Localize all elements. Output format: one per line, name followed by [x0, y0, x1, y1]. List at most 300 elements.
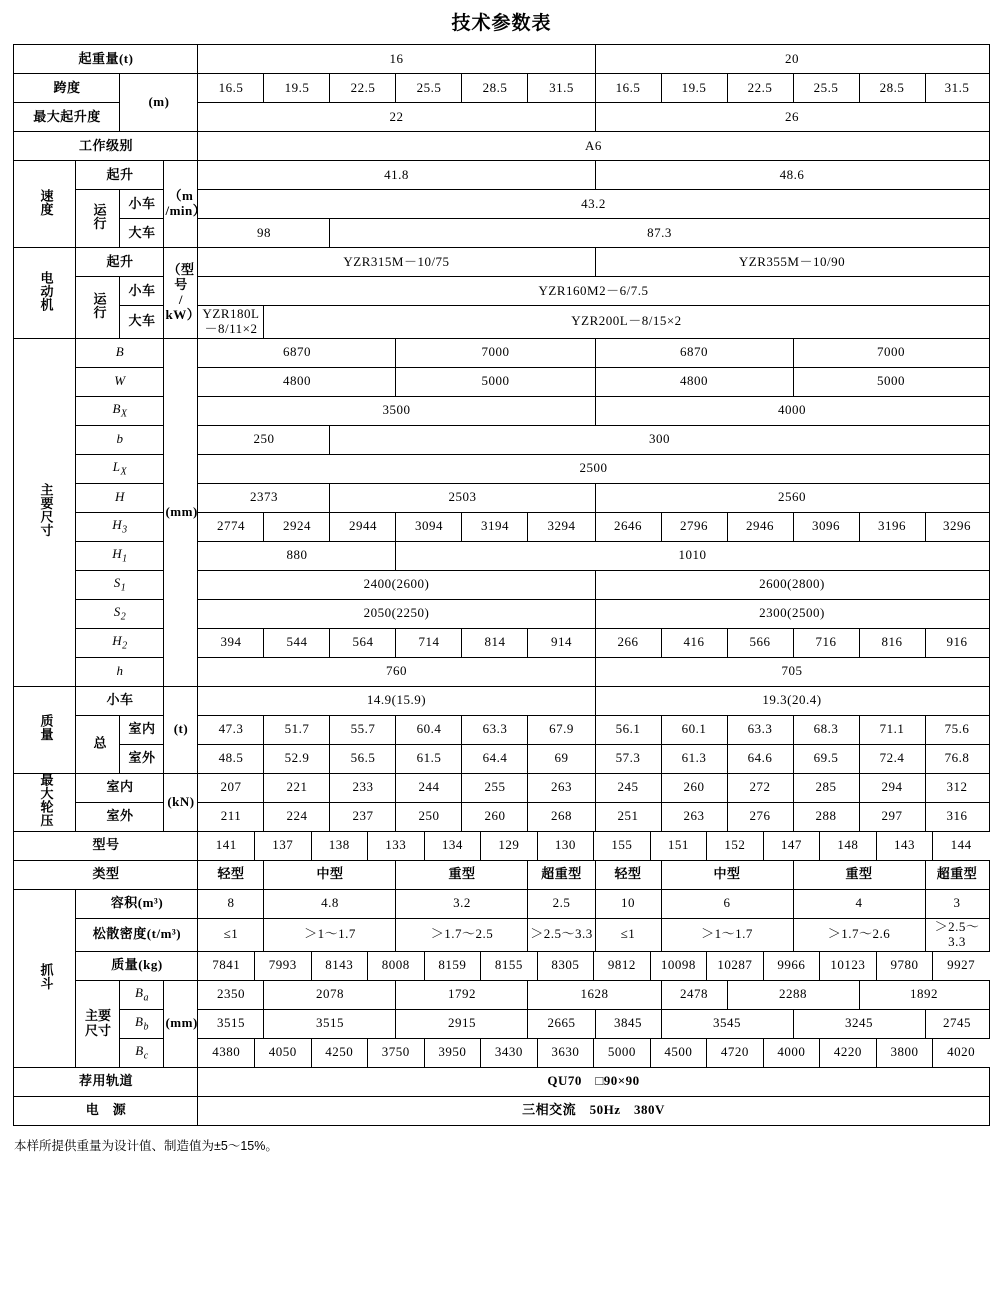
- cell-wheel-indoor-2: 233: [330, 773, 396, 802]
- cell-grab-model-13: 144: [950, 837, 972, 853]
- cell-grab-model-5: 129: [481, 832, 538, 860]
- cell-wheel-indoor-5: 263: [528, 773, 595, 802]
- unit-model-kw: （型号 / kW）: [164, 248, 198, 339]
- label-motor-bridge: 大车: [120, 306, 164, 339]
- cell-grab-volume-1: 4.8: [264, 889, 396, 918]
- cell-grab-type-2: 重型: [396, 860, 528, 889]
- cell-Ba-2: 1792: [396, 980, 528, 1009]
- cell-work-class: A6: [198, 132, 989, 161]
- label-motor-travel: [76, 277, 120, 339]
- cell-Bc-13: 4020: [947, 1044, 976, 1060]
- cell-grab-density-4: ≤1: [595, 918, 661, 951]
- cell-Bb-5: 3545: [661, 1009, 793, 1038]
- unit-m: (m): [120, 74, 198, 132]
- cell-grab-volume-4: 10: [595, 889, 661, 918]
- cell-grab-density-7: ＞2.5～3.3: [925, 918, 989, 951]
- label-grab-dims: 主要 尺寸: [76, 980, 120, 1067]
- cell-mass-indoor-0: 47.3: [198, 715, 264, 744]
- cell-Bb-2: 2915: [396, 1009, 528, 1038]
- table-row-dim-H2: [14, 628, 989, 657]
- cell-mass-trolley-0: 14.9(15.9): [198, 686, 595, 715]
- cell-mass-outdoor-3: 61.5: [396, 744, 462, 773]
- symbol-Bx: $B_X$: [76, 396, 164, 425]
- label-speed-text: 速度: [38, 188, 54, 216]
- cell-Bc-3: 3750: [368, 1039, 425, 1067]
- cell-mass-indoor-2: 55.7: [330, 715, 396, 744]
- cell-H3-2: 2944: [330, 512, 396, 541]
- label-max-wheel: [14, 773, 76, 831]
- label-speed-bridge: 大车: [120, 219, 164, 248]
- cell-H3-7: 2796: [661, 512, 727, 541]
- cell-wheel-indoor-0: 207: [198, 773, 264, 802]
- cell-span-9: 25.5: [793, 74, 859, 103]
- cell-wheel-outdoor-1: 224: [264, 802, 330, 831]
- cell-mass-outdoor-1: 52.9: [264, 744, 330, 773]
- cell-H2-6: 266: [595, 628, 661, 657]
- label-main-dims: [14, 338, 76, 686]
- symbol-H3: $H_3$: [76, 512, 164, 541]
- cell-h-0: 760: [198, 657, 595, 686]
- cell-grab-mass-9: 10287: [707, 952, 764, 980]
- label-grab: [14, 889, 76, 1067]
- footnote: 本样所提供重量为设计值、制造值为±5～15%。: [14, 1138, 278, 1153]
- cell-grab-volume-7: 3: [925, 889, 989, 918]
- cell-H3-8: 2946: [727, 512, 793, 541]
- label-speed-trolley: 小车: [120, 190, 164, 219]
- cell-grab-type-6: 重型: [793, 860, 925, 889]
- grab-mass-container: [198, 951, 989, 980]
- table-row-dim-H3: [14, 512, 989, 541]
- cell-mass-indoor-7: 60.1: [661, 715, 727, 744]
- cell-grab-volume-0: 8: [198, 889, 264, 918]
- unit-kn: (kN): [164, 773, 198, 831]
- cell-speed-lift-1: 48.6: [595, 161, 989, 190]
- cell-wheel-outdoor-0: 211: [198, 802, 264, 831]
- symbol-b: b: [76, 425, 164, 454]
- cell-wheel-outdoor-7: 263: [661, 802, 727, 831]
- cell-H3-1: 2924: [264, 512, 330, 541]
- cell-grab-density-6: ＞1.7～2.6: [793, 918, 925, 951]
- cell-mass-outdoor-6: 57.3: [595, 744, 661, 773]
- cell-Bb-3: 2665: [528, 1009, 595, 1038]
- unit-mm-grab: (mm): [164, 980, 198, 1067]
- cell-H3-9: 3096: [793, 512, 859, 541]
- cell-span-11: 31.5: [925, 74, 989, 103]
- table-row-grab-mass: [14, 951, 989, 980]
- table-row-grab-Bb: [14, 1009, 989, 1038]
- cell-wheel-outdoor-11: 316: [925, 802, 989, 831]
- cell-H2-10: 816: [859, 628, 925, 657]
- label-work-class: 工作级别: [14, 132, 198, 161]
- unit-m-min: （m /min）: [164, 161, 198, 248]
- label-capacity: 起重量(t): [14, 45, 198, 74]
- cell-H2-11: 916: [925, 628, 989, 657]
- cell-wheel-indoor-10: 294: [859, 773, 925, 802]
- table-row-rail: [14, 1067, 989, 1096]
- cell-speed-lift-0: 41.8: [198, 161, 595, 190]
- symbol-S1: $S_1$: [76, 570, 164, 599]
- symbol-B: B: [76, 338, 164, 367]
- cell-H2-9: 716: [793, 628, 859, 657]
- cell-Lx: 2500: [198, 454, 989, 483]
- cell-grab-density-1: ＞1～1.7: [264, 918, 396, 951]
- cell-grab-model-12: 143: [876, 832, 933, 860]
- cell-mass-indoor-5: 67.9: [528, 715, 595, 744]
- cell-mass-indoor-1: 51.7: [264, 715, 330, 744]
- symbol-Lx: $L_X$: [76, 454, 164, 483]
- cell-Bc-12: 3800: [876, 1039, 933, 1067]
- cell-Bb-1: 3515: [264, 1009, 396, 1038]
- label-main-dims-text: 主要尺寸: [38, 483, 54, 538]
- cell-mass-outdoor-0: 48.5: [198, 744, 264, 773]
- label-speed-travel-text: 运行: [91, 203, 107, 231]
- label-grab-density: 松散密度(t/m³): [76, 918, 198, 951]
- cell-span-6: 16.5: [595, 74, 661, 103]
- cell-Bc-4: 3950: [424, 1039, 481, 1067]
- cell-grab-density-2: ＞1.7～2.5: [396, 918, 528, 951]
- cell-Ba-0: 2350: [198, 980, 264, 1009]
- cell-span-2: 22.5: [330, 74, 396, 103]
- cell-speed-bridge-0: 98: [198, 219, 330, 248]
- cell-span-1: 19.5: [264, 74, 330, 103]
- cell-grab-mass-5: 8155: [481, 952, 538, 980]
- cell-Ba-3: 1628: [528, 980, 661, 1009]
- cell-B-3: 7000: [793, 338, 989, 367]
- symbol-H: H: [76, 483, 164, 512]
- label-max-lift: 最大起升度: [14, 103, 120, 132]
- label-mass-trolley: 小车: [76, 686, 164, 715]
- cell-H2-0: 394: [198, 628, 264, 657]
- cell-grab-model-4: 134: [424, 832, 481, 860]
- label-wheel-indoor: 室内: [76, 773, 164, 802]
- cell-wheel-outdoor-2: 237: [330, 802, 396, 831]
- symbol-h: h: [76, 657, 164, 686]
- cell-grab-density-0: ≤1: [198, 918, 264, 951]
- cell-S2-0: 2050(2250): [198, 599, 595, 628]
- label-grab-mass: 质量(kg): [76, 951, 198, 980]
- cell-mass-indoor-10: 71.1: [859, 715, 925, 744]
- label-power: 电 源: [14, 1096, 198, 1125]
- label-speed-lift: 起升: [76, 161, 164, 190]
- cell-mass-outdoor-2: 56.5: [330, 744, 396, 773]
- table-row-grab-volume: [14, 889, 989, 918]
- cell-b-1: 300: [330, 425, 989, 454]
- cell-grab-mass-6: 8305: [537, 952, 594, 980]
- cell-grab-volume-6: 4: [793, 889, 925, 918]
- cell-grab-model-0: 141: [198, 832, 254, 860]
- cell-mass-outdoor-4: 64.4: [462, 744, 528, 773]
- cell-H3-4: 3194: [462, 512, 528, 541]
- label-wheel-outdoor: 室外: [76, 802, 164, 831]
- symbol-Bb: $B_b$: [120, 1009, 164, 1038]
- cell-capacity-20: 20: [595, 45, 989, 74]
- cell-motor-lift-0: YZR315M－10/75: [198, 248, 595, 277]
- cell-grab-type-4: 轻型: [595, 860, 661, 889]
- table-row-mass-outdoor: [14, 744, 989, 773]
- cell-grab-mass-4: 8159: [424, 952, 481, 980]
- symbol-H2: $H_2$: [76, 628, 164, 657]
- cell-Bb-4: 3845: [595, 1009, 661, 1038]
- cell-grab-volume-2: 3.2: [396, 889, 528, 918]
- cell-wheel-indoor-1: 221: [264, 773, 330, 802]
- cell-grab-type-3: 超重型: [528, 860, 595, 889]
- table-row-speed-bridge: [14, 219, 989, 248]
- label-mass-total: [76, 715, 120, 773]
- cell-Bc-6: 3630: [537, 1039, 594, 1067]
- cell-grab-mass-1: 7993: [255, 952, 312, 980]
- table-row-speed-trolley: [14, 190, 989, 219]
- cell-H3-3: 3094: [396, 512, 462, 541]
- table-row-grab-Ba: [14, 980, 989, 1009]
- label-rail: 荐用轨道: [14, 1067, 198, 1096]
- cell-H-2: 2560: [595, 483, 989, 512]
- label-speed: [14, 161, 76, 248]
- cell-Ba-4: 2478: [661, 980, 727, 1009]
- cell-motor-trolley: YZR160M2－6/7.5: [198, 277, 989, 306]
- label-motor-trolley: 小车: [120, 277, 164, 306]
- label-grab-model: 型号: [14, 831, 198, 860]
- cell-span-8: 22.5: [727, 74, 793, 103]
- cell-grab-mass-7: 9812: [594, 952, 651, 980]
- cell-grab-model-8: 151: [650, 832, 707, 860]
- label-mass-indoor: 室内: [120, 715, 164, 744]
- symbol-W: W: [76, 367, 164, 396]
- cell-mass-outdoor-9: 69.5: [793, 744, 859, 773]
- unit-t: (t): [164, 686, 198, 773]
- cell-mass-indoor-3: 60.4: [396, 715, 462, 744]
- table-row-dim-B: [14, 338, 989, 367]
- cell-grab-model-1: 137: [255, 832, 312, 860]
- unit-mm: (mm): [164, 338, 198, 686]
- cell-H2-2: 564: [330, 628, 396, 657]
- cell-H1-0: 880: [198, 541, 396, 570]
- table-row-dim-W: [14, 367, 989, 396]
- table-row-mass-indoor: [14, 715, 989, 744]
- cell-mass-outdoor-7: 61.3: [661, 744, 727, 773]
- cell-Bc-8: 4500: [650, 1039, 707, 1067]
- label-mass-text: 质量: [38, 714, 54, 742]
- cell-grab-model-2: 138: [311, 832, 368, 860]
- cell-H-0: 2373: [198, 483, 330, 512]
- cell-max-lift-0: 22: [198, 103, 595, 132]
- cell-wheel-outdoor-10: 297: [859, 802, 925, 831]
- label-grab-type: 类型: [14, 860, 198, 889]
- cell-Bc-9: 4720: [707, 1039, 764, 1067]
- table-row-grab-density: [14, 918, 989, 951]
- cell-b-0: 250: [198, 425, 330, 454]
- cell-S1-1: 2600(2800): [595, 570, 989, 599]
- cell-H-1: 2503: [330, 483, 595, 512]
- cell-motor-bridge-0: YZR180L－8/11×2: [198, 306, 264, 339]
- cell-mass-trolley-1: 19.3(20.4): [595, 686, 989, 715]
- label-grab-volume: 容积(m³): [76, 889, 198, 918]
- cell-mass-outdoor-11: 76.8: [925, 744, 989, 773]
- table-row-dim-H: [14, 483, 989, 512]
- cell-mass-indoor-9: 68.3: [793, 715, 859, 744]
- table-row-dim-H1: [14, 541, 989, 570]
- cell-motor-lift-1: YZR355M－10/90: [595, 248, 989, 277]
- label-motor-lift: 起升: [76, 248, 164, 277]
- table-row-dim-S2: [14, 599, 989, 628]
- cell-H3-10: 3196: [859, 512, 925, 541]
- cell-mass-outdoor-8: 64.6: [727, 744, 793, 773]
- cell-grab-type-0: 轻型: [198, 860, 264, 889]
- cell-Ba-6: 1892: [859, 980, 989, 1009]
- cell-mass-outdoor-5: 69: [528, 744, 595, 773]
- cell-Bb-7: 2745: [925, 1009, 989, 1038]
- cell-speed-trolley: 43.2: [198, 190, 989, 219]
- cell-wheel-outdoor-8: 276: [727, 802, 793, 831]
- table-row-capacity: [14, 45, 989, 74]
- label-grab-text: 抓斗: [38, 962, 54, 990]
- cell-grab-model-9: 152: [707, 832, 764, 860]
- cell-motor-bridge-1: YZR200L－8/15×2: [264, 306, 989, 339]
- cell-grab-type-5: 中型: [661, 860, 793, 889]
- cell-H2-5: 914: [528, 628, 595, 657]
- table-row-dim-S1: [14, 570, 989, 599]
- cell-grab-model-6: 130: [537, 832, 594, 860]
- table-row-grab-Bc: [14, 1038, 989, 1067]
- table-row-motor-lift: [14, 248, 989, 277]
- symbol-H1: $H_1$: [76, 541, 164, 570]
- cell-wheel-indoor-4: 255: [462, 773, 528, 802]
- cell-mass-indoor-8: 63.3: [727, 715, 793, 744]
- cell-grab-mass-3: 8008: [368, 952, 425, 980]
- table-row-wheel-indoor: [14, 773, 989, 802]
- cell-speed-bridge-1: 87.3: [330, 219, 989, 248]
- cell-wheel-indoor-8: 272: [727, 773, 793, 802]
- cell-H2-7: 416: [661, 628, 727, 657]
- label-span: 跨度: [14, 74, 120, 103]
- cell-Bc-7: 5000: [594, 1039, 651, 1067]
- cell-span-4: 28.5: [462, 74, 528, 103]
- table-row-grab-model: [14, 831, 989, 860]
- cell-rail: QU70 □90×90: [198, 1067, 989, 1096]
- cell-span-0: 16.5: [198, 74, 264, 103]
- cell-grab-density-3: ＞2.5～3.3: [528, 918, 595, 951]
- label-speed-travel: [76, 190, 120, 248]
- cell-grab-type-1: 中型: [264, 860, 396, 889]
- cell-H3-11: 3296: [925, 512, 989, 541]
- table-row-work-class: [14, 132, 989, 161]
- cell-mass-indoor-4: 63.3: [462, 715, 528, 744]
- label-motor-travel-text: 运行: [91, 291, 107, 319]
- label-max-wheel-text: 最大轮压: [38, 773, 54, 828]
- label-mass-outdoor: 室外: [120, 744, 164, 773]
- cell-grab-mass-2: 8143: [311, 952, 368, 980]
- cell-H2-4: 814: [462, 628, 528, 657]
- cell-grab-volume-5: 6: [661, 889, 793, 918]
- cell-S1-0: 2400(2600): [198, 570, 595, 599]
- table-row-dim-h: [14, 657, 989, 686]
- cell-grab-mass-13: 9927: [947, 957, 976, 973]
- cell-H2-8: 566: [727, 628, 793, 657]
- table-row-mass-trolley: [14, 686, 989, 715]
- cell-H3-5: 3294: [528, 512, 595, 541]
- cell-grab-mass-12: 9780: [876, 952, 933, 980]
- table-row-dim-Lx: [14, 454, 989, 483]
- cell-grab-model-10: 147: [763, 832, 820, 860]
- cell-wheel-indoor-9: 285: [793, 773, 859, 802]
- cell-W-1: 5000: [396, 367, 595, 396]
- cell-wheel-indoor-11: 312: [925, 773, 989, 802]
- cell-Ba-1: 2078: [264, 980, 396, 1009]
- cell-Bc-5: 3430: [481, 1039, 538, 1067]
- cell-wheel-indoor-6: 245: [595, 773, 661, 802]
- cell-Bx-0: 3500: [198, 396, 595, 425]
- cell-H2-1: 544: [264, 628, 330, 657]
- cell-wheel-indoor-7: 260: [661, 773, 727, 802]
- cell-grab-type-7: 超重型: [925, 860, 989, 889]
- cell-Bx-1: 4000: [595, 396, 989, 425]
- cell-grab-model-7: 155: [594, 832, 651, 860]
- table-row-motor-trolley: [14, 277, 989, 306]
- cell-H3-0: 2774: [198, 512, 264, 541]
- cell-W-0: 4800: [198, 367, 396, 396]
- grab-Bc-container: [198, 1038, 989, 1067]
- cell-span-5: 31.5: [528, 74, 595, 103]
- table-row-dim-Bx: [14, 396, 989, 425]
- cell-H1-1: 1010: [396, 541, 989, 570]
- cell-wheel-outdoor-4: 260: [462, 802, 528, 831]
- cell-mass-indoor-11: 75.6: [925, 715, 989, 744]
- cell-Bc-10: 4000: [763, 1039, 820, 1067]
- cell-Bb-6: 3245: [793, 1009, 925, 1038]
- cell-grab-model-3: 133: [368, 832, 425, 860]
- cell-S2-1: 2300(2500): [595, 599, 989, 628]
- cell-wheel-outdoor-5: 268: [528, 802, 595, 831]
- cell-capacity-16: 16: [198, 45, 595, 74]
- label-motor-text: 电动机: [38, 270, 54, 312]
- cell-Bc-11: 4220: [820, 1039, 877, 1067]
- cell-Ba-5: 2288: [727, 980, 859, 1009]
- cell-wheel-outdoor-6: 251: [595, 802, 661, 831]
- cell-B-2: 6870: [595, 338, 793, 367]
- cell-power: 三相交流 50Hz 380V: [198, 1096, 989, 1125]
- cell-span-3: 25.5: [396, 74, 462, 103]
- cell-Bc-1: 4050: [255, 1039, 312, 1067]
- table-row-dim-b: [14, 425, 989, 454]
- cell-wheel-outdoor-9: 288: [793, 802, 859, 831]
- table-row-speed-lift: [14, 161, 989, 190]
- table-row-power: [14, 1096, 989, 1125]
- cell-grab-mass-10: 9966: [763, 952, 820, 980]
- page-title: 技术参数表: [451, 13, 552, 34]
- cell-grab-mass-11: 10123: [820, 952, 877, 980]
- label-mass-total-text: 总: [91, 735, 107, 750]
- grab-model-container: [198, 831, 989, 860]
- cell-Bc-0: 4380: [198, 1039, 254, 1067]
- cell-grab-volume-3: 2.5: [528, 889, 595, 918]
- cell-span-7: 19.5: [661, 74, 727, 103]
- technical-parameters-table: [13, 44, 989, 1126]
- cell-wheel-outdoor-3: 250: [396, 802, 462, 831]
- cell-W-2: 4800: [595, 367, 793, 396]
- table-row-grab-type: [14, 860, 989, 889]
- cell-wheel-indoor-3: 244: [396, 773, 462, 802]
- cell-H3-6: 2646: [595, 512, 661, 541]
- label-motor: [14, 248, 76, 339]
- cell-Bb-0: 3515: [198, 1009, 264, 1038]
- cell-H2-3: 714: [396, 628, 462, 657]
- cell-mass-indoor-6: 56.1: [595, 715, 661, 744]
- cell-span-10: 28.5: [859, 74, 925, 103]
- cell-grab-mass-0: 7841: [198, 952, 254, 980]
- cell-mass-outdoor-10: 72.4: [859, 744, 925, 773]
- cell-grab-mass-8: 10098: [650, 952, 707, 980]
- symbol-Bc: $B_c$: [120, 1038, 164, 1067]
- cell-max-lift-1: 26: [595, 103, 989, 132]
